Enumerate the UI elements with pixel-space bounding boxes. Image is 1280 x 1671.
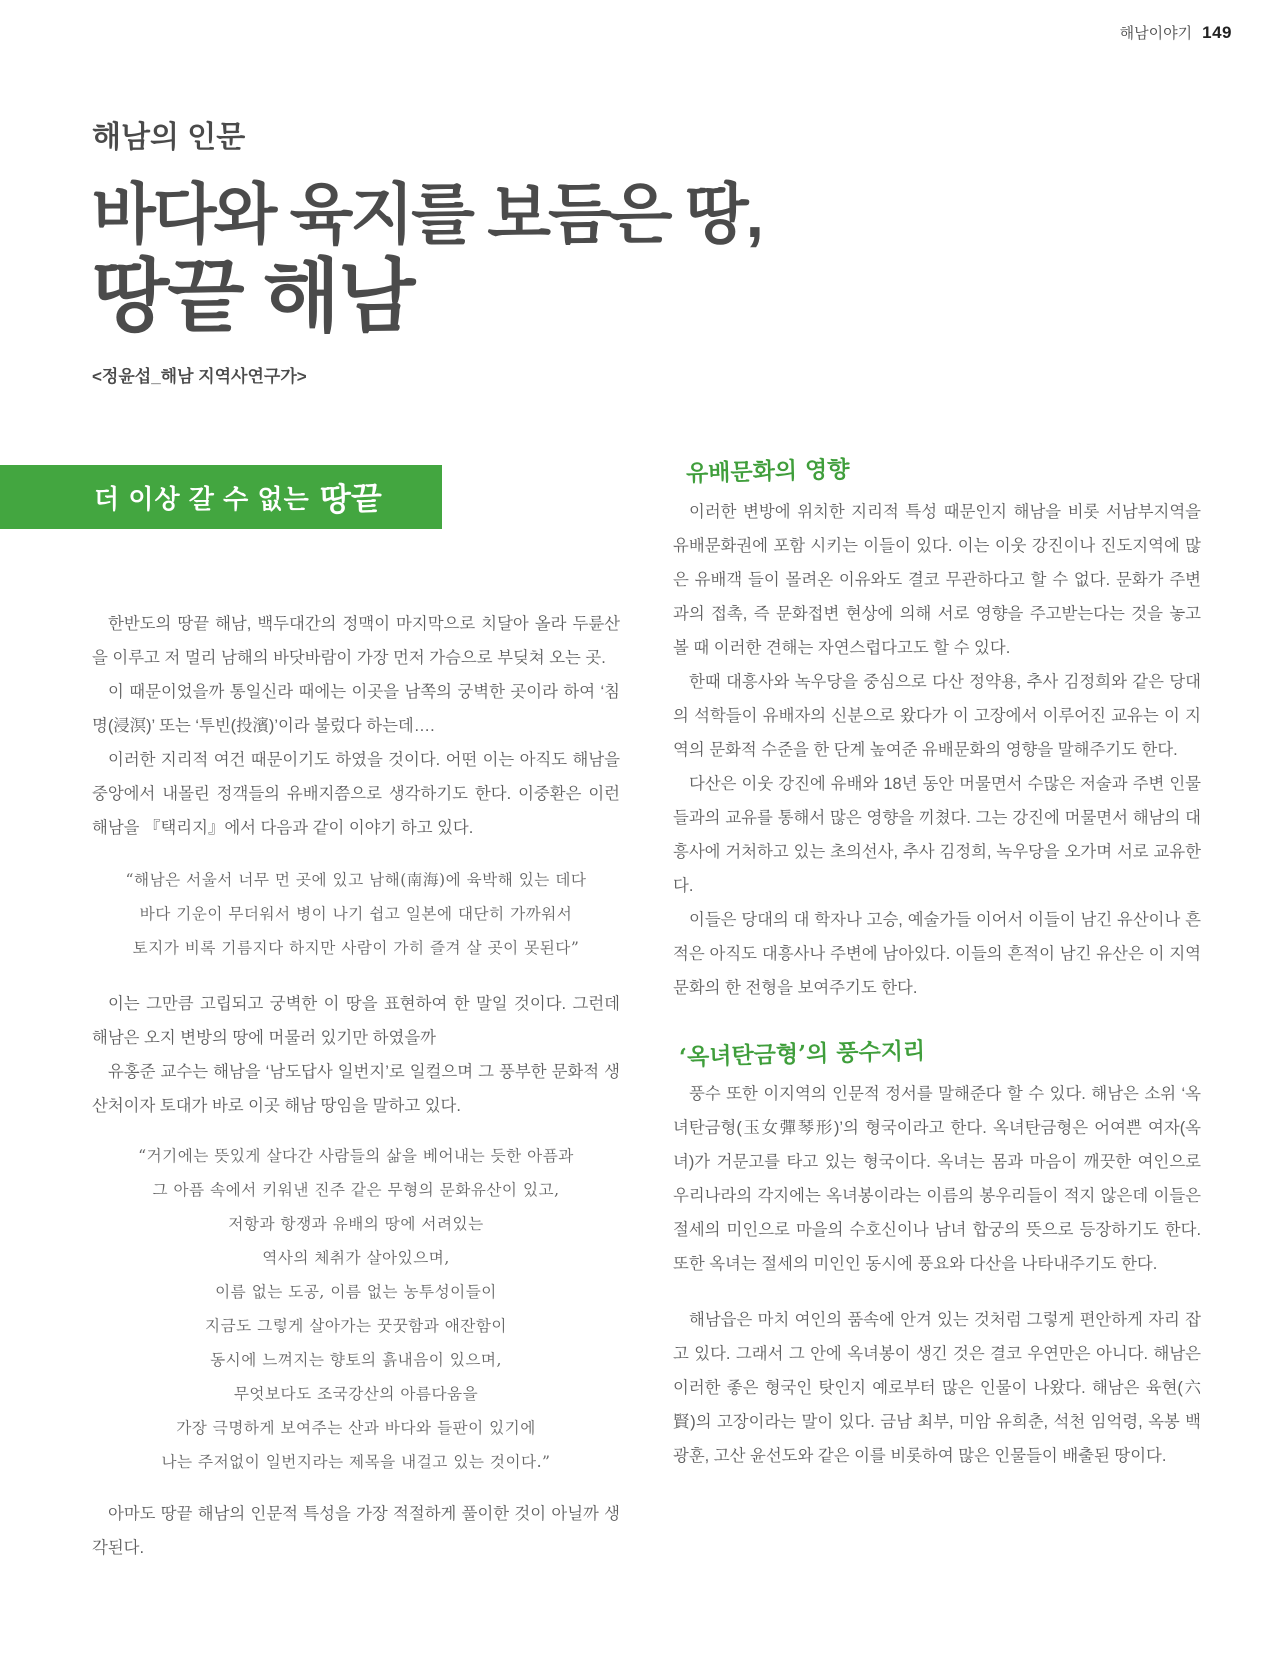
quote-line: 가장 극명하게 보여주는 산과 바다와 들판이 있기에	[176, 1419, 536, 1437]
quote-line: 저항과 항쟁과 유배의 땅에 서려있는	[228, 1215, 484, 1233]
subheading-fengshui: ‘옥녀탄금형’의 풍수지리	[678, 1037, 926, 1071]
right-paragraph-6: 해남읍은 마치 여인의 품속에 안겨 있는 것처럼 그렇게 편안하게 자리 잡고 있다. 그래서 그 안에 옥녀봉이 생긴 것은 결코 우연만은 아니다. 해남은 이러한 좋은 형국인 탓인지 예로부터 많은 인물이 나왔다. 해남은 육현(六賢)의 고장이라는 말이 있다. 금남 최부, 미암 유희춘, 석천 임억령, 옥봉 백광훈, 고산 윤선도와 같은 이를 비롯하여 많은 인물들이 배출된 땅이다.	[673, 1311, 1201, 1465]
article-title	[92, 178, 892, 342]
right-paragraph-2: 한때 대흥사와 녹우당을 중심으로 다산 정약용, 추사 김정희와 같은 당대의 석학들이 유배자의 신분으로 왔다가 이 고장에서 이루어진 교유는 이 지역의 문화적 수준을 한 단계 높여준 유배문화의 영향을 말해주기도 한다.	[673, 673, 1201, 759]
page-number: 149	[1202, 22, 1232, 42]
banner-text: 더 이상 갈 수 없는	[94, 483, 310, 514]
section-category: 해남의 인문	[92, 121, 246, 154]
left-column	[92, 607, 620, 1565]
quote-line: 동시에 느껴지는 향토의 흙내음이 있으며,	[210, 1351, 502, 1369]
yoo-hongjun-quote	[92, 1139, 620, 1479]
taekriji-quote	[92, 863, 620, 965]
right-paragraph-4: 이들은 당대의 대 학자나 고승, 예술가들 이어서 이들이 남긴 유산이나 흔적은 아직도 대흥사나 주변에 남아있다. 이들의 흔적이 남긴 유산은 이 지역 문화의 한 전형을 보여주기도 한다.	[673, 911, 1201, 997]
right-column	[673, 495, 1201, 1473]
quote-line: 무엇보다도 조국강산의 아름다움을	[233, 1385, 479, 1403]
left-paragraph-1: 한반도의 땅끝 해남, 백두대간의 정맥이 마지막으로 치달아 올라 두륜산을 이루고 저 멀리 남해의 바닷바람이 가장 먼저 가슴으로 부딪쳐 오는 곳.	[92, 615, 620, 667]
left-paragraph-6: 아마도 땅끝 해남의 인문적 특성을 가장 적절하게 풀이한 것이 아닐까 생각된다.	[92, 1505, 620, 1557]
quote-line: 토지가 비록 기름지다 하지만 사람이 가히 즐겨 살 곳이 못된다”	[132, 939, 580, 957]
paragraph-gap	[673, 1281, 1201, 1303]
quote-line: 그 아픔 속에서 키워낸 진주 같은 무형의 문화유산이 있고,	[152, 1181, 560, 1199]
right-paragraph-5: 풍수 또한 이지역의 인문적 정서를 말해준다 할 수 있다. 해남은 소위 ‘옥녀탄금형(玉女彈琴形)’의 형국이라고 한다. 옥녀탄금형은 어여쁜 여자(옥녀)가 거문고를 타고 있는 형국이다. 옥녀는 몸과 마음이 깨끗한 여인으로 우리나라의 각지에는 옥녀봉이라는 이름의 봉우리들이 적지 않은데 이들은 절세의 미인으로 마을의 수호신이나 남녀 합궁의 뜻으로 등장하기도 한다. 또한 옥녀는 절세의 미인인 동시에 풍요와 다산을 나타내주기도 한다.	[673, 1085, 1201, 1273]
left-paragraph-5: 유홍준 교수는 해남을 ‘남도답사 일번지’로 일컬으며 그 풍부한 문화적 생산처이자 토대가 바로 이곳 해남 땅임을 말하고 있다.	[92, 1063, 620, 1115]
quote-line: 나는 주저없이 일번지라는 제목을 내걸고 있는 것이다.”	[161, 1453, 551, 1471]
header-section-label: 해남이야기	[1119, 25, 1193, 42]
article-title-line1: 바다와 육지를 보듬은 땅,	[92, 177, 761, 251]
page-header	[1120, 22, 1232, 43]
right-paragraph-1: 이러한 변방에 위치한 지리적 특성 때문인지 해남을 비롯 서남부지역을 유배문화권에 포함 시키는 이들이 있다. 이는 이웃 강진이나 진도지역에 많은 유배객 들이 몰려온 이유와도 결코 무관하다고 할 수 없다. 문화가 주변과의 접촉, 즉 문화접변 현상에 의해 서로 영향을 주고받는다는 것을 놓고 볼 때 이러한 견해는 자연스럽다고도 할 수 있다.	[673, 503, 1201, 657]
banner-highlight: 땅끝	[319, 478, 383, 520]
article-byline: <정윤섭_해남 지역사연구가>	[92, 367, 307, 386]
right-paragraph-3: 다산은 이웃 강진에 유배와 18년 동안 머물면서 수많은 저술과 주변 인물들과의 교유를 통해서 많은 영향을 끼쳤다. 그는 강진에 머물면서 해남의 대흥사에 거처하고 있는 초의선사, 추사 김정희, 녹우당을 오가며 서로 교유한다.	[673, 775, 1201, 895]
quote-line: “거기에는 뜻있게 살다간 사람들의 삶을 베어내는 듯한 아픔과	[138, 1147, 574, 1165]
left-paragraph-3: 이러한 지리적 여건 때문이기도 하였을 것이다. 어떤 이는 아직도 해남을 중앙에서 내몰린 정객들의 유배지쯤으로 생각하기도 한다. 이중환은 이런 해남을 『택리지』에서 다음과 같이 이야기 하고 있다.	[92, 751, 620, 837]
quote-line: 바다 기운이 무더워서 병이 나기 쉽고 일본에 대단히 가까워서	[139, 905, 573, 923]
quote-line: 이름 없는 도공, 이름 없는 농투성이들이	[215, 1283, 497, 1301]
left-paragraph-2: 이 때문이었을까 통일신라 때에는 이곳을 남쪽의 궁벽한 곳이라 하여 ‘침명(浸溟)’ 또는 ‘투빈(投濱)’이라 불렀다 하는데….	[92, 683, 620, 735]
article-title-line2: 땅끝 해남	[92, 251, 414, 341]
section-banner	[0, 465, 442, 529]
subheading-exile-culture: 유배문화의 영향	[685, 455, 850, 488]
left-paragraph-4: 이는 그만큼 고립되고 궁벽한 이 땅을 표현하여 한 말일 것이다. 그런데 해남은 오지 변방의 땅에 머물러 있기만 하였을까	[92, 995, 620, 1047]
quote-line: “해남은 서울서 너무 먼 곳에 있고 남해(南海)에 육박해 있는 데다	[125, 871, 587, 889]
quote-line: 지금도 그렇게 살아가는 꿋꿋함과 애잔함이	[205, 1317, 507, 1335]
quote-line: 역사의 체취가 살아있으며,	[262, 1249, 450, 1267]
